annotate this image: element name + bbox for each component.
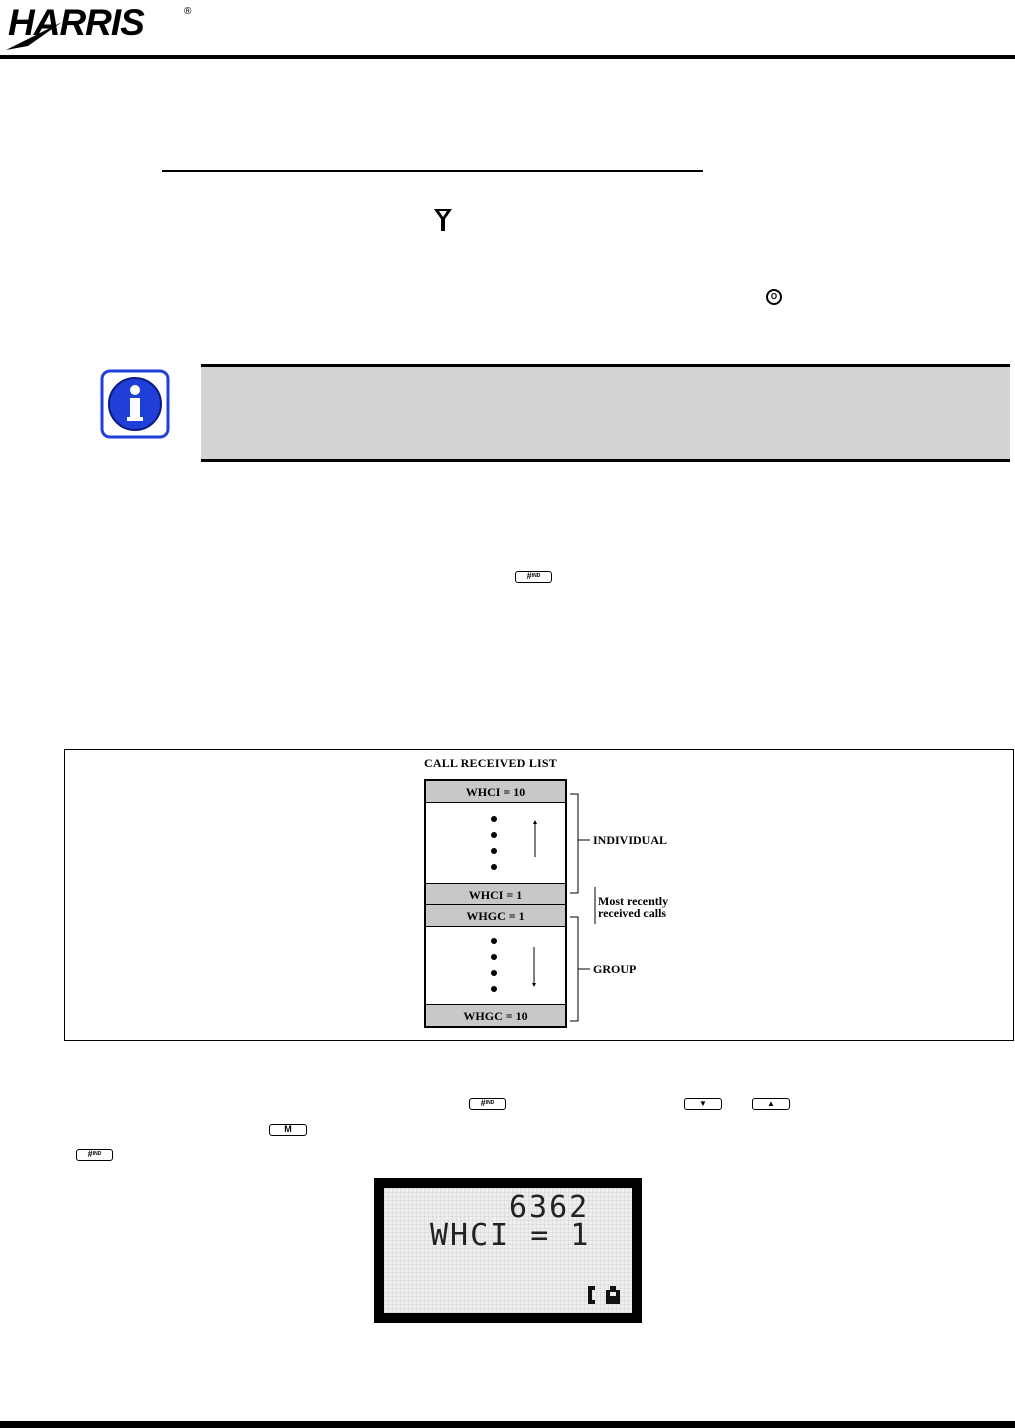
row-whgc-1: WHGC = 1 — [426, 905, 565, 927]
list-dot — [491, 970, 497, 976]
ind-key-icon: #$^{IND}$ — [469, 1098, 506, 1110]
menu-key-icon: M — [269, 1124, 307, 1136]
list-dot — [491, 864, 497, 870]
footer-rule — [0, 1421, 1015, 1428]
row-whgc-10: WHGC = 10 — [426, 1004, 565, 1026]
lcd-line-2: WHCI = 1 — [430, 1218, 591, 1253]
lcd-display — [374, 1178, 642, 1323]
row-whci-1: WHCI = 1 — [426, 883, 565, 905]
call-received-list — [424, 779, 567, 1028]
lcd-screen — [384, 1188, 632, 1313]
arrow-up-icon — [531, 819, 539, 859]
arrow-down-icon — [530, 945, 538, 989]
label-individual: INDIVIDUAL — [593, 833, 668, 847]
registered-mark: ® — [184, 6, 192, 17]
label-recent-2: received calls — [598, 906, 667, 920]
lcd-line-1: 6362 — [509, 1190, 590, 1225]
list-dot — [491, 986, 497, 992]
list-dot — [491, 816, 497, 822]
ind-key-icon: #$^{IND}$ — [76, 1149, 113, 1161]
logo-text: HARRIS — [8, 2, 144, 43]
row-whci-10: WHCI = 10 — [426, 781, 565, 803]
lcd-status-icons — [586, 1284, 626, 1308]
section-underline — [162, 170, 703, 172]
label-recent-1: Most recently — [598, 894, 669, 908]
info-icon — [100, 369, 170, 439]
figure-title: CALL RECEIVED LIST — [424, 756, 557, 770]
ind-key-icon: #$^{IND}$ — [515, 571, 552, 583]
list-dot — [491, 938, 497, 944]
list-dot — [491, 848, 497, 854]
handset-icon — [588, 1286, 595, 1304]
note-box — [201, 364, 1010, 462]
header-rule — [0, 55, 1015, 59]
down-key-icon: ▼ — [684, 1098, 722, 1110]
up-key-icon: ▲ — [752, 1098, 790, 1110]
list-dot — [491, 832, 497, 838]
label-group: GROUP — [593, 962, 637, 976]
option-button-icon: O — [766, 289, 782, 305]
scan-y-icon — [432, 207, 454, 233]
harris-logo — [4, 2, 194, 52]
list-dot — [491, 954, 497, 960]
